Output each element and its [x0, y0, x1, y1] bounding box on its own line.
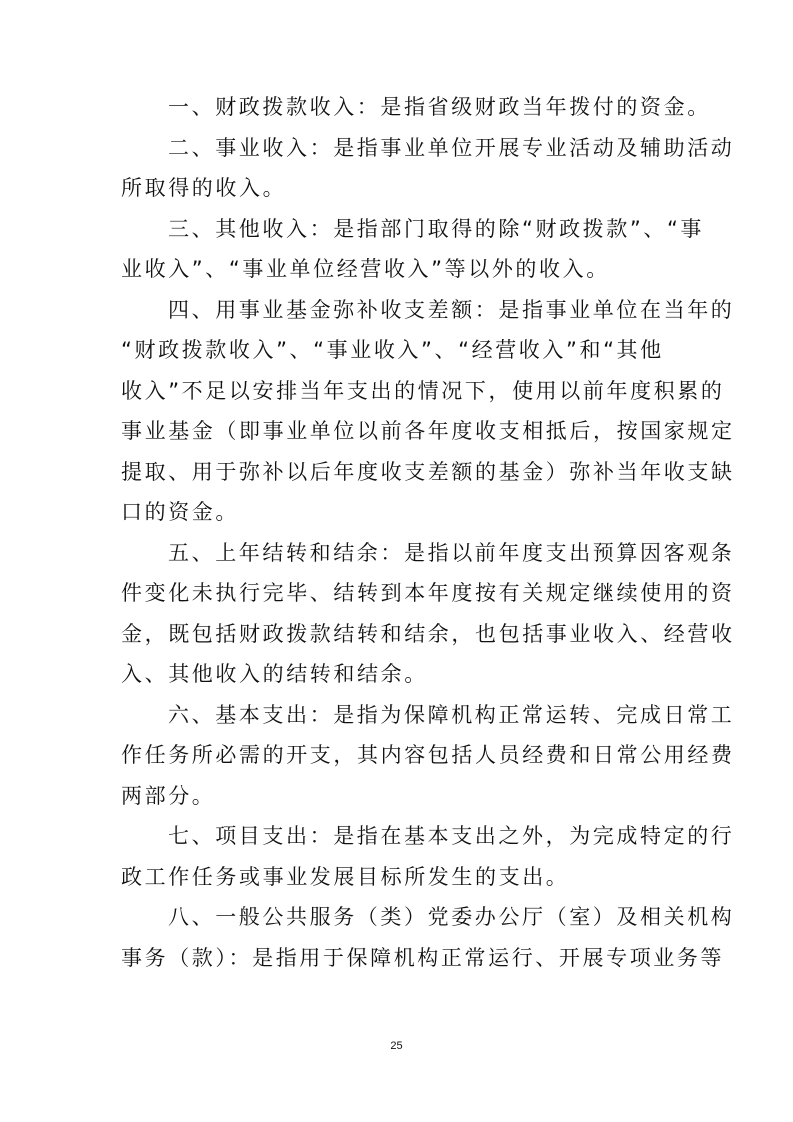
paragraph-line: “财政拨款收入”、“事业收入”、“经营收入”和“其他 [121, 338, 664, 362]
page-number: 25 [390, 1040, 403, 1052]
paragraph-line: 口的资金。 [121, 500, 239, 524]
paragraph-8 [121, 897, 735, 978]
paragraph-2 [121, 128, 735, 209]
document-body [121, 87, 735, 978]
paragraph-1 [121, 87, 711, 128]
paragraph-line: 业收入”、“事业单位经营收入”等以外的收入。 [121, 257, 610, 281]
paragraph-line: 二、事业收入：是指事业单位开展专业活动及辅助活动 [168, 135, 735, 160]
paragraph-line: 六、基本支出：是指为保障机构正常运转、完成日常工 [168, 702, 735, 727]
paragraph-line: 收入”不足以安排当年支出的情况下，使用以前年度积累的 [121, 378, 725, 403]
paragraph-line: 事务（款）：是指用于保障机构正常运行、开展专项业务等 [121, 945, 725, 970]
paragraph-line: 入、其他收入的结转和结余。 [121, 662, 428, 686]
paragraph-line: 提取、用于弥补以后年度收支差额的基金）弥补当年收支缺 [121, 459, 735, 484]
paragraph-6 [121, 695, 735, 817]
paragraph-line: 一、财政拨款收入：是指省级财政当年拨付的资金。 [168, 95, 711, 119]
paragraph-7 [121, 816, 735, 897]
paragraph-3 [121, 209, 705, 290]
paragraph-line: 七、项目支出：是指在基本支出之外，为完成特定的行 [168, 824, 735, 848]
paragraph-line: 事业基金（即事业单位以前各年度收支相抵后，按国家规定 [121, 419, 735, 443]
paragraph-line: 八、一般公共服务（类）党委办公厅（室）及相关机构 [168, 905, 735, 929]
paragraph-line: 两部分。 [121, 783, 216, 808]
paragraph-line: 四、用事业基金弥补收支差额：是指事业单位在当年的 [168, 297, 735, 322]
paragraph-line: 三、其他收入：是指部门取得的除“财政拨款”、“事 [168, 216, 705, 241]
paragraph-4 [121, 290, 735, 533]
paragraph-line: 五、上年结转和结余：是指以前年度支出预算因客观条 [168, 540, 735, 565]
paragraph-line: 金，既包括财政拨款结转和结余，也包括事业收入、经营收 [121, 621, 735, 646]
paragraph-5 [121, 533, 735, 695]
paragraph-line: 所取得的收入。 [121, 176, 287, 200]
paragraph-line: 件变化未执行完毕、结转到本年度按有关规定继续使用的资 [121, 581, 735, 605]
paragraph-line: 政工作任务或事业发展目标所发生的支出。 [121, 864, 570, 889]
paragraph-line: 作任务所必需的开支，其内容包括人员经费和日常公用经费 [121, 743, 735, 767]
